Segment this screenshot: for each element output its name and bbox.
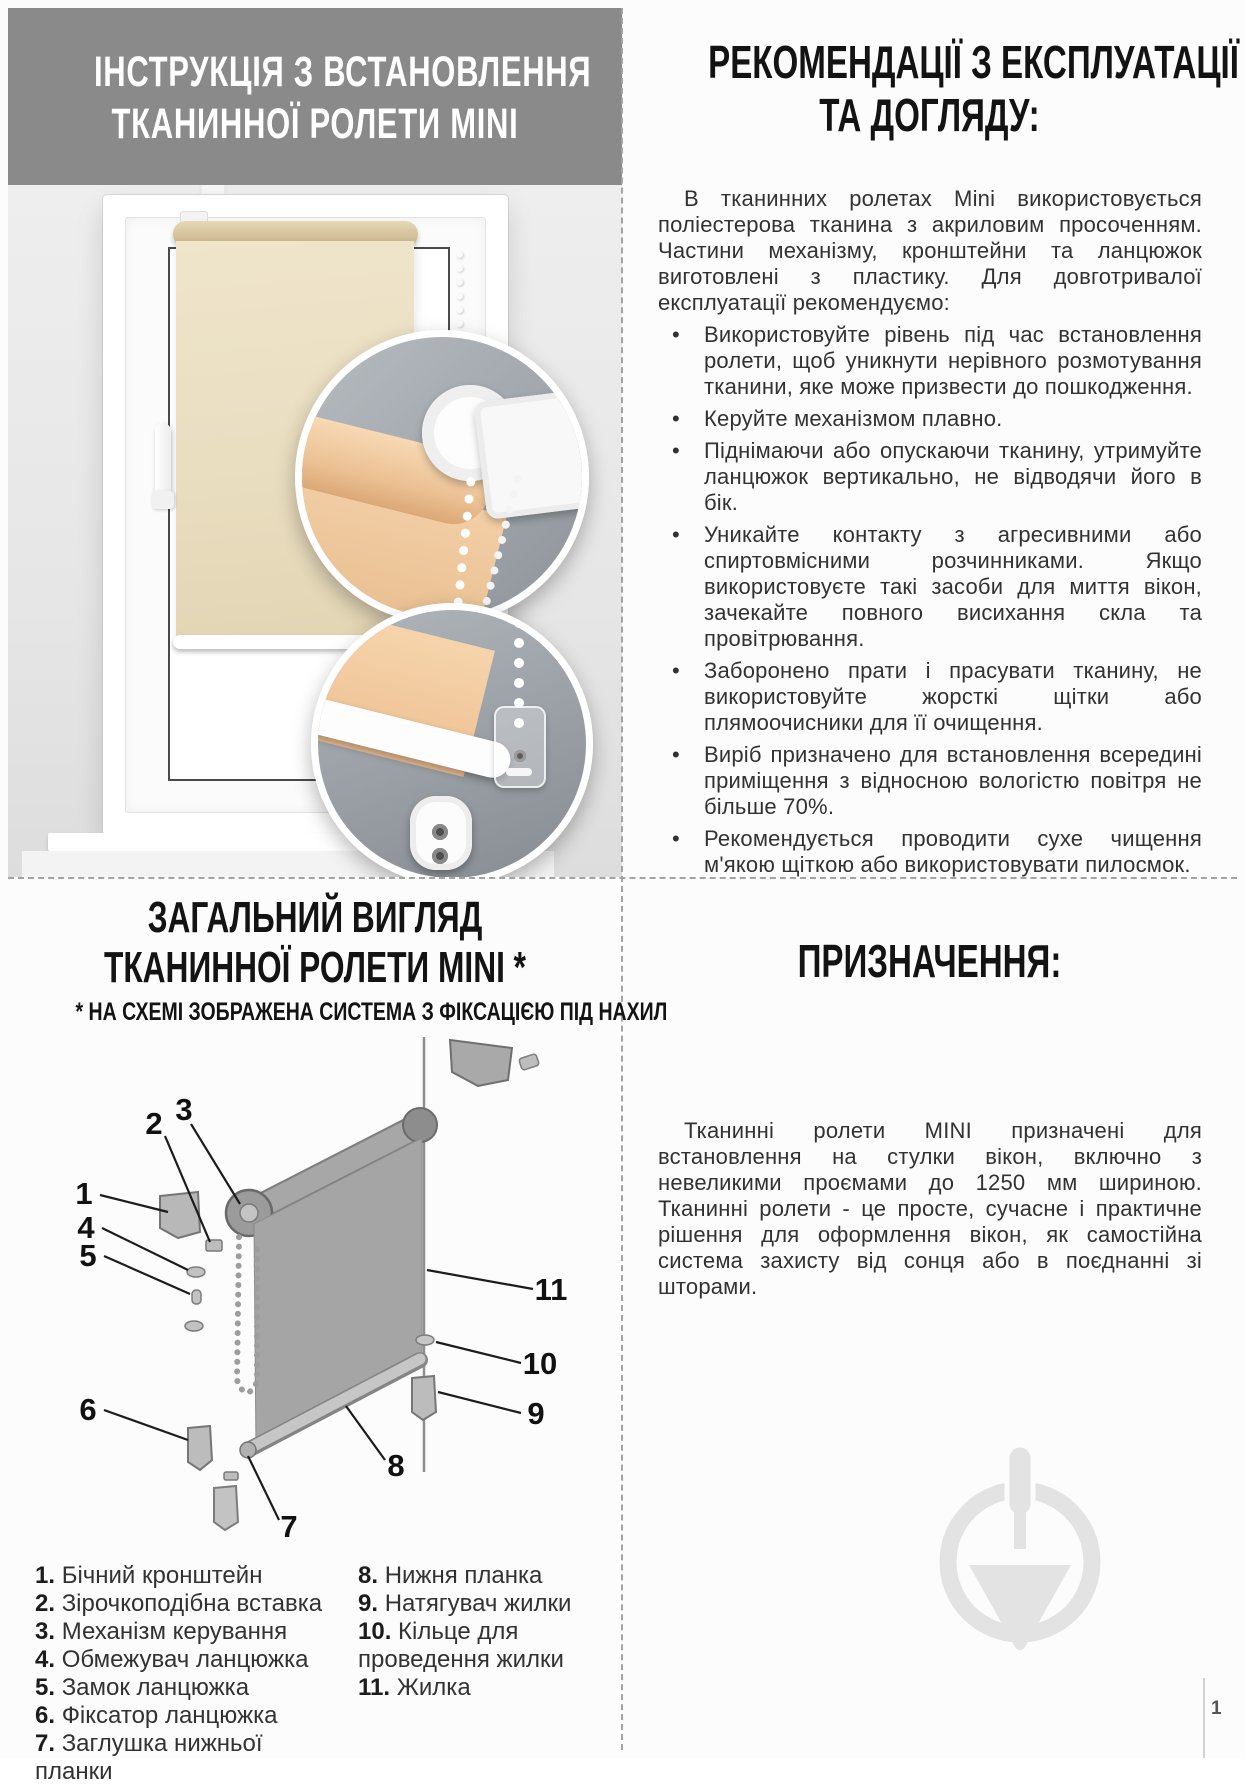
overview-note-text: * НА СХЕМІ ЗОБРАЖЕНА СИСТЕМА З ФІКСАЦІЄЮ ПІД НАХИЛ [75, 998, 668, 1026]
recommendation-text: Керуйте механізмом плавно. [704, 406, 1003, 431]
mechanism-closeup-inset [295, 330, 589, 624]
recommendations-body [658, 186, 1202, 878]
recommendations-intro: В тканинних ролетах Mini використовується поліестерова тканина з акриловим просоченням. Частини механізму, кронштейни та ланцюжок виготовлені з пластику. Для довготривалої експлуатації рекомендуємо: [658, 186, 1202, 315]
bullet-icon: • [672, 438, 680, 463]
brand-watermark-icon [930, 1445, 1110, 1655]
legend-label: Зірочкоподібна вставка [61, 1590, 323, 1617]
legend-num: 9. [358, 1590, 379, 1617]
legend-num: 6. [35, 1702, 56, 1729]
legend-item [358, 1674, 586, 1702]
wire-ring [416, 1335, 434, 1345]
legend-item [35, 1674, 345, 1702]
legend-label: Натягувач жилки [384, 1590, 572, 1617]
bullet-icon: • [672, 522, 680, 547]
recommendation-text: Піднімаючи або опускаючи тканину, утримуйте ланцюжок вертикально, не відводячи його в бік. [704, 438, 1202, 515]
legend-label: Обмежувач ланцюжка [61, 1646, 309, 1673]
bullet-icon: • [672, 406, 680, 431]
callout-2: 2 [145, 1106, 163, 1141]
page-edge-line [1203, 1678, 1205, 1758]
inset2-chain-fixator [494, 706, 546, 788]
legend-label: Кільце для проведення жилки [358, 1618, 564, 1673]
callout-9: 9 [527, 1396, 545, 1431]
install-title-band [8, 8, 622, 185]
inset2-tensioner-screw2 [432, 848, 448, 864]
recommendation-text: Використовуйте рівень під час встановлення ролети, щоб уникнути нерівного розмотування тканини, яке може призвести до пошкодження. [704, 322, 1202, 399]
legend-num: 10. [358, 1618, 392, 1645]
control-mechanism-hub [240, 1204, 258, 1222]
purpose-heading [622, 935, 1237, 987]
recommendation-item [658, 322, 1202, 400]
top-bracket [450, 1040, 539, 1086]
recommendation-item [658, 406, 1202, 432]
legend-num: 11. [358, 1674, 391, 1701]
side-bracket [160, 1192, 200, 1238]
purpose-heading-text: ПРИЗНАЧЕННЯ: [797, 935, 1062, 987]
chain-fixator [188, 1426, 212, 1470]
inset2-screw [514, 750, 526, 762]
divider-vertical-dashed [621, 8, 623, 1750]
exploded-diagram [8, 1032, 614, 1560]
legend-num: 2. [35, 1590, 56, 1617]
legend-item [358, 1562, 586, 1590]
recommendations-heading [622, 36, 1237, 142]
recommendations-heading-line2: ТА ДОГЛЯДУ: [819, 89, 1040, 141]
legend-num: 4. [35, 1646, 56, 1673]
callout-8: 8 [387, 1448, 405, 1483]
legend-label: Замок ланцюжка [61, 1674, 250, 1701]
recommendation-text: Рекомендується проводити сухе чищення м'якою щіткою або використовувати пилосмок. [704, 826, 1202, 877]
inset-bracket-plate [473, 388, 589, 520]
star-insert [206, 1240, 222, 1251]
callout-7: 7 [280, 1509, 298, 1544]
callout-10: 10 [522, 1346, 558, 1381]
recommendation-text: Заборонено прати і прасувати тканину, не використовуйте жорсткі щітки або плямоочисники для її очищення. [704, 658, 1202, 735]
wire-tensioner [412, 1376, 436, 1420]
recommendation-item [658, 658, 1202, 736]
legend-item [358, 1590, 586, 1618]
chain-limiter [187, 1267, 205, 1277]
legend-label: Жилка [396, 1674, 471, 1701]
recommendation-text: Виріб призначено для встановлення всередині приміщення з відносною вологістю повітря не більше 70%. [704, 742, 1202, 819]
bar-end-cap [224, 1472, 238, 1480]
callout-6: 6 [79, 1392, 97, 1427]
callout-4: 4 [77, 1210, 95, 1245]
purpose-body: Тканинні ролети MINI призначені для встановлення на стулки вікон, включно з невеликими проємами до 1250 мм шириною. Тканинні ролети - це просте, сучасне і практичне рішення для оформлення вікон, як самостійна система захисту від сонця або в поєднанні зі шторами. [658, 1118, 1202, 1299]
product-photo [8, 185, 622, 877]
window-handle-base [152, 491, 174, 509]
chain-limiter-2 [185, 1321, 203, 1331]
legend-label: Фіксатор ланцюжка [61, 1702, 278, 1729]
legend-num: 5. [35, 1674, 56, 1701]
legend-label: Механізм керування [61, 1618, 288, 1645]
install-title-line1: ІНСТРУКЦІЯ З ВСТАНОВЛЕННЯ [93, 48, 592, 96]
legend-item [35, 1618, 345, 1646]
overview-note [8, 998, 668, 1027]
callout-1: 1 [75, 1176, 93, 1211]
legend-item [35, 1562, 345, 1590]
callout-3: 3 [175, 1092, 193, 1127]
chain-fixator-mounted [214, 1486, 238, 1530]
legend-label: Бічний кронштейн [61, 1562, 263, 1589]
legend-num: 3. [35, 1618, 56, 1645]
install-title-line2: ТКАНИННОЇ РОЛЕТИ MINI [111, 100, 519, 148]
page-number: 1 [1211, 1698, 1222, 1719]
legend-num: 8. [358, 1562, 379, 1589]
legend-item [35, 1730, 345, 1786]
legend-item [35, 1590, 345, 1618]
recommendation-item [658, 826, 1202, 878]
bottom-bar-closeup-inset [311, 603, 593, 877]
legend-num: 7. [35, 1730, 56, 1757]
chain-lock [192, 1290, 201, 1304]
callout-11: 11 [534, 1272, 568, 1307]
callout-5: 5 [79, 1238, 97, 1273]
overview-heading-line2: ТКАНИННОЇ РОЛЕТИ MINI * [103, 943, 527, 992]
overview-heading-line1: ЗАГАЛЬНИЙ ВИГЛЯД [147, 893, 483, 942]
recommendation-item [658, 438, 1202, 516]
legend-label: Нижня планка [384, 1562, 543, 1589]
bullet-icon: • [672, 322, 680, 347]
recommendation-item [658, 742, 1202, 820]
bullet-icon: • [672, 826, 680, 851]
legend-left-column [35, 1562, 345, 1786]
bullet-icon: • [672, 658, 680, 683]
recommendations-heading-line1: РЕКОМЕНДАЦІЇ З ЕКСПЛУАТАЦІЇ [708, 36, 1239, 88]
legend-item [35, 1702, 345, 1730]
inset2-tensioner-screw1 [432, 824, 448, 840]
overview-heading [8, 893, 622, 993]
recommendation-text: Уникайте контакту з агресивними або спиртовмісними розчинниками. Якщо використовуєте такі засоби для миття вікон, зачекайте повного висихання скла та провітрювання. [704, 522, 1202, 651]
bullet-icon: • [672, 742, 680, 767]
legend-item [35, 1646, 345, 1674]
legend-item [358, 1618, 586, 1674]
legend-right-column [358, 1562, 586, 1702]
legend-num: 1. [35, 1562, 56, 1589]
recommendation-item [658, 522, 1202, 652]
legend-label: Заглушка нижньої планки [35, 1730, 263, 1785]
